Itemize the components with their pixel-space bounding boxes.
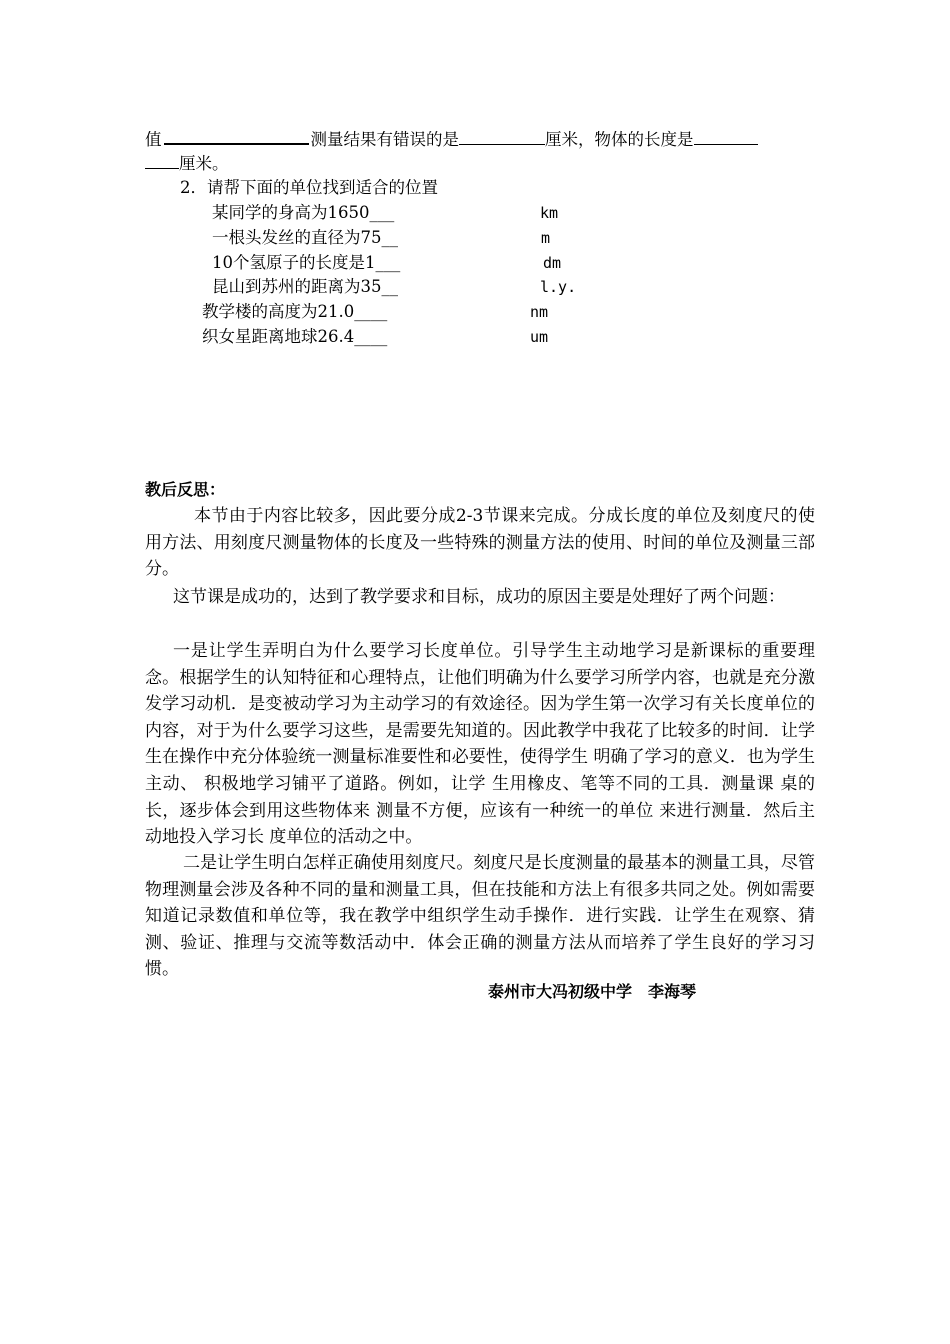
question1-unit1: 厘米，物体的长度是 xyxy=(545,130,694,149)
unit-option: um xyxy=(530,328,549,346)
question1-line1 xyxy=(145,127,758,151)
question1-line2 xyxy=(145,152,229,175)
question2-item: 昆山到苏州的距离为35__ xyxy=(212,277,398,296)
question2-item: 一根头发丝的直径为75__ xyxy=(212,228,398,247)
reflection-paragraph: 本节由于内容比较多，因此要分成2-3节课来完成。分成长度的单位及刻度尺的使用方法、用刻度尺测量物体的长度及一些特殊的测量方法的使用、时间的单位及测量三部分。 xyxy=(145,506,815,580)
unit-option: km xyxy=(540,204,559,222)
question1-middle: 测量结果有错误的是 xyxy=(310,130,459,149)
answer-blank[interactable] xyxy=(145,152,179,169)
question2-item: 织女星距离地球26.4____ xyxy=(202,327,388,346)
unit-option: nm xyxy=(530,303,549,321)
question2-item: 某同学的身高为1650___ xyxy=(212,203,395,222)
reflection-paragraph: 一是让学生弄明白为什么要学习长度单位。引导学生主动地学习是新课标的重要理念。根据学生的认知特征和心理特点，让他们明确为什么要学习所学内容，也就是充分激发学习动机．是变被动学习为主动学习的有效途径。因为学生第一次学习有关长度单位的内容，对于为什么要学习这些，是需要先知道的。因此教学中我花了比较多的时间．让学生在操作中充分体验统一测量标准要性和必要性，使得学生 明确了学习的意义．也为学生主动、 积极地学习铺平了道路。例如，让学 生用橡皮、笔等不同的工具．测量课 桌的长，逐步体会到用这些物体来 测量不方便，应该有一种统一的单位 来进行测量．然后主动地投入学习长 度单位的活动之中。 xyxy=(145,641,815,848)
reflection-paragraph: 这节课是成功的，达到了教学要求和目标，成功的原因主要是处理好了两个问题： xyxy=(173,587,785,607)
question2-title: 2．请帮下面的单位找到适合的位置 xyxy=(180,178,438,197)
unit-option: l.y. xyxy=(540,278,577,296)
question2-item: 10个氢原子的长度是1___ xyxy=(212,253,401,272)
unit-option: m xyxy=(541,229,551,247)
answer-blank[interactable] xyxy=(164,127,309,145)
answer-blank[interactable] xyxy=(459,128,545,145)
unit-option: dm xyxy=(543,254,562,272)
signature: 泰州市大冯初级中学 李海琴 xyxy=(488,982,697,1001)
question1-prefix: 值 xyxy=(145,130,162,149)
answer-blank[interactable] xyxy=(694,128,758,145)
question1-unit2: 厘米。 xyxy=(179,154,229,173)
reflection-heading: 教后反思： xyxy=(145,480,226,499)
question2-item: 教学楼的高度为21.0____ xyxy=(202,302,388,321)
reflection-paragraph: 二是让学生明白怎样正确使用刻度尺。刻度尺是长度测量的最基本的测量工具，尽管物理测量会涉及各种不同的量和测量工具，但在技能和方法上有很多共同之处。例如需要知道记录数值和单位等，我在教学中组织学生动手操作．进行实践．让学生在观察、猜测、验证、推理与交流等数活动中．体会正确的测量方法从而培养了学生良好的学习习惯。 xyxy=(145,853,815,980)
